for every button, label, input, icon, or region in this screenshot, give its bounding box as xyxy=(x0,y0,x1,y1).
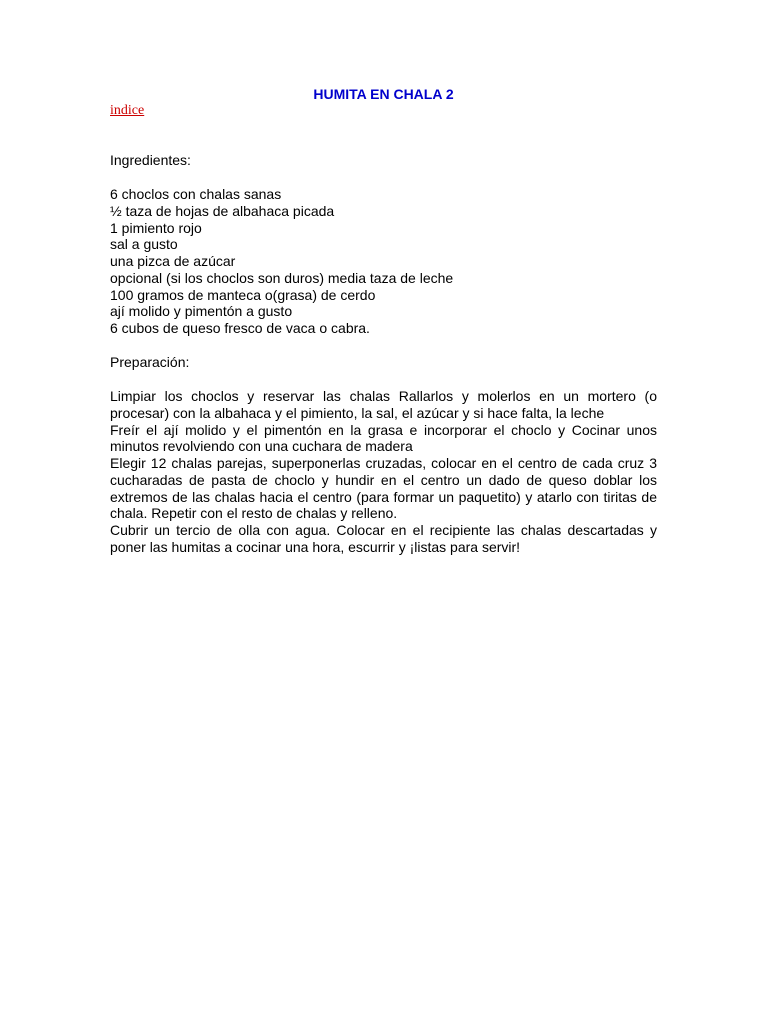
ingredient-item: 6 choclos con chalas sanas xyxy=(110,186,282,202)
preparation-step: Cubrir un tercio de olla con agua. Colocar en el recipiente las chalas descartadas y poner las humitas a cocinar una hora, escurrir y ¡listas para servir! xyxy=(110,522,657,555)
ingredients-list xyxy=(110,186,453,337)
preparation-step: Elegir 12 chalas parejas, superponerlas cruzadas, colocar en el centro de cada cruz 3 cucharadas de pasta de choclo y hundir en el centro un dado de queso doblar los extremos de las chalas hacia el centro (para formar un paquetito) y atarlo con tiritas de chala. Repetir con el resto de chalas y relleno. xyxy=(110,455,657,522)
ingredient-item: 6 cubos de queso fresco de vaca o cabra. xyxy=(110,320,370,336)
preparation-step: Freír el ají molido y el pimentón en la grasa e incorporar el choclo y Cocinar unos minutos revolviendo con una cuchara de madera xyxy=(110,421,657,455)
ingredient-item: sal a gusto xyxy=(110,236,178,253)
ingredients-heading: Ingredientes: xyxy=(110,152,191,168)
ingredient-item: 100 gramos de manteca o(grasa) de cerdo xyxy=(110,286,376,303)
preparation-text xyxy=(110,388,657,556)
page-title: HUMITA EN CHALA 2 xyxy=(313,86,454,102)
ingredient-item: ½ taza de hojas de albahaca picada xyxy=(110,202,335,219)
preparation-heading: Preparación: xyxy=(110,354,190,370)
preparation-step: Limpiar los choclos y reservar las chalas Rallarlos y molerlos en un mortero (o procesar) con la albahaca y el pimiento, la sal, el azúcar y si hace falta, la leche xyxy=(110,388,657,421)
index-link[interactable]: indice xyxy=(110,103,145,118)
ingredient-item: ají molido y pimentón a gusto xyxy=(110,303,293,320)
ingredient-item: una pizca de azúcar xyxy=(110,253,236,269)
ingredient-item: opcional (si los choclos son duros) media taza de leche xyxy=(110,269,454,286)
ingredient-item: 1 pimiento rojo xyxy=(110,219,202,236)
